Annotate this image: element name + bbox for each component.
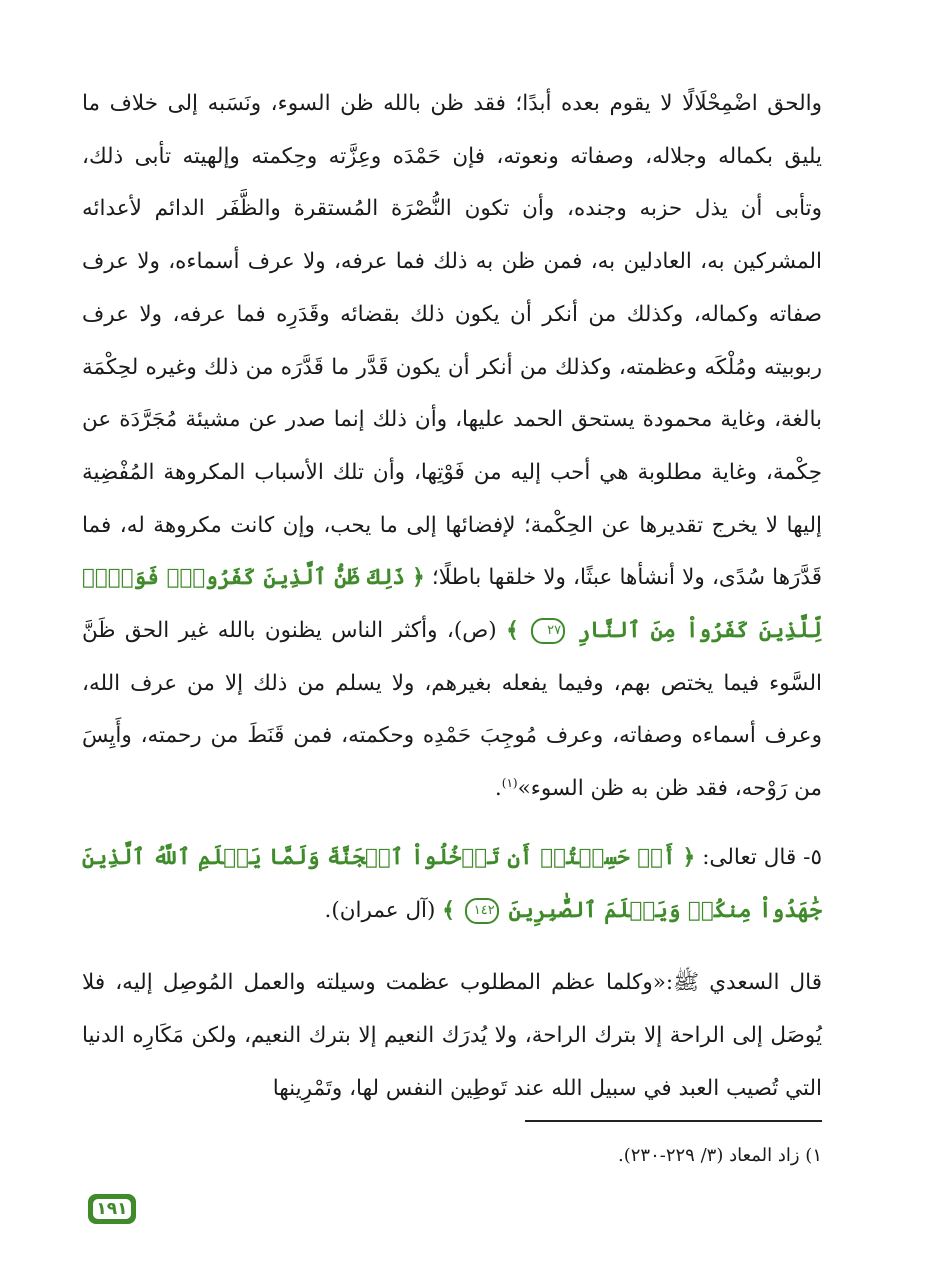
paragraph-end: .: [494, 776, 502, 802]
footnote-separator: [525, 1120, 822, 1122]
ornate-bracket-close: ﴾: [506, 618, 519, 644]
page-number-badge: [88, 1194, 136, 1224]
quran-verse: أَمۡ حَسِبۡتُمۡ أَن تَدۡخُلُواْ ٱلۡجَنَّةَ وَلَمَّا يَعۡلَمِ ٱللَّهُ ٱلَّذِينَ جَٰهَدُواْ مِنكُمۡ وَيَعۡلَمَ ٱلصَّٰبِرِينَ: [82, 844, 822, 923]
ornate-bracket-open: ﴿: [412, 565, 425, 591]
surah-reference: (ص): [453, 618, 497, 644]
ornate-bracket-close: ﴾: [442, 897, 455, 923]
quran-verse: ذَلِكَ ظَنُّ ٱلَّذِينَ كَفَرُواْۚ فَوَيۡلٞ لِّلَّذِينَ كَفَرُواْ مِنَ ٱلنَّارِ: [82, 565, 822, 644]
paragraph-saadi-quote: [82, 957, 822, 1115]
quote-speaker: قال السعدي ﷺ:: [665, 970, 822, 996]
page-number: ١٩١: [93, 1199, 131, 1219]
item-intro: ٥- قال تعالى:: [702, 844, 823, 870]
ornate-bracket-open: ﴿: [682, 844, 696, 870]
surah-reference: (آل عمران).: [324, 897, 436, 923]
footnote-reference: (١): [501, 775, 518, 790]
paragraph-text: والحق اضْمِحْلَالًا لا يقوم بعده أبدًا؛ فقد ظن بالله ظن السوء، ونَسَبه إلى خلاف ما يليق بكماله وجلاله، وصفاته ونعوته، فإن حَمْدَه وعِزَّته وحِكمته وإلهيته تأبى ذلك، وتأبى أن يذل حزبه وجنده، وأن تكون النُّصْرَة المُستقرة والظَّفَر الدائم لأعدائه المشركين به، العادلين به، فمن ظن به ذلك فما عرفه، ولا عرف أسماءه، ولا عرف صفاته وكماله، وكذلك من أنكر أن يكون ذلك بقضائه وقَدَرِه فما عرفه، ولا عرف ربوبيته ومُلْكَه وعظمته، وكذلك من أنكر أن يكون قَدَّر ما قَدَّرَه من ذلك وغيره لحِكْمَة بالغة، وغاية محمودة يستحق الحمد عليها، وأن ذلك إنما صدر عن مشيئة مُجَرَّدَة عن حِكْمة، وغاية مطلوبة هي أحب إليه من فَوْتِها، وأن تلك الأسباب المكروهة المُفْضِية إليها لا يخرج تقديرها عن الحِكْمة؛ لإفضائها إلى ما يحب، وإن كانت مكروهة له، فما قَدَّرَها سُدًى، ولا أنشأها عبثًا، ولا خلقها باطلًا؛: [82, 91, 822, 591]
paragraph-quote-continuation: [82, 78, 822, 816]
paragraph-verse-5: [82, 832, 822, 937]
paragraph-text: ، وأكثر الناس يظنون بالله غير الحق ظَنَّ السَّوء فيما يختص بهم، وفيما يفعله بغيرهم، ولا يسلم من ذلك إلا من عرف الله، وعرف أسماءه وصفاته، وعرف مُوجِبَ حَمْدِه وحكمته، فمن قَنَطَ من رحمته، وأَيِسَ من رَوْحه، فقد ظن به ظن السوء»: [82, 618, 822, 802]
footnote: ١) زاد المعاد (٣/ ٢٢٩-٢٣٠).: [617, 1145, 822, 1166]
quote-text: «وكلما عظم المطلوب عظمت وسيلته والعمل المُوصِل إليه، فلا يُوصَل إلى الراحة إلا بترك الراحة، ولا يُدرَك النعيم إلا بترك النعيم، ولكن مَكَارِه الدنيا التي تُصيب العبد في سبيل الله عند تَوطِين النفس لها، وتَمْرِينها: [82, 970, 822, 1101]
verse-number-marker: ٢٧: [531, 618, 565, 644]
verse-number-marker: ١٤٢: [465, 898, 499, 924]
body-text: [82, 78, 822, 1115]
